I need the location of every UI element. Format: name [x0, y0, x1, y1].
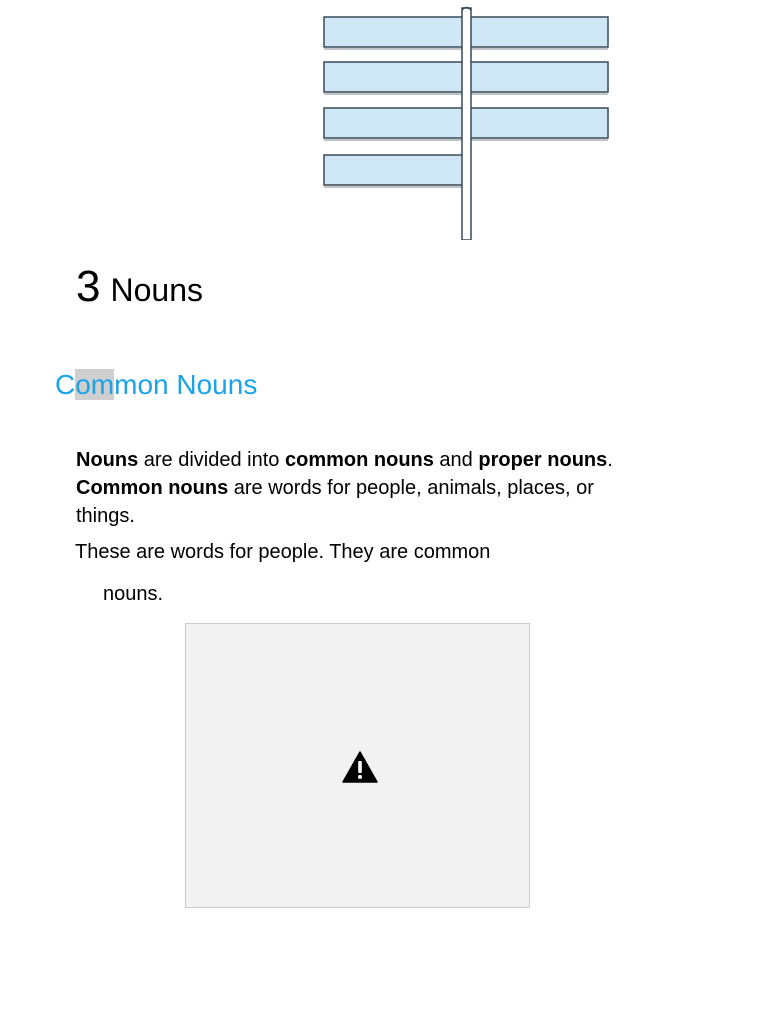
chapter-number: 3: [76, 262, 101, 311]
intro-text: and: [433, 449, 479, 471]
warning-icon: [342, 751, 378, 783]
intro-paragraph: [76, 446, 636, 530]
bold-term: Common nouns: [76, 477, 229, 499]
bold-term: common nouns: [284, 449, 434, 471]
intro-text: are divided into: [138, 449, 285, 471]
text-highlight: om: [75, 369, 115, 400]
signpost-illustration: [315, 0, 615, 240]
section-heading: [55, 369, 257, 401]
bold-term: proper nouns: [478, 449, 608, 471]
people-text-line2: nouns.: [103, 583, 164, 605]
image-placeholder: [185, 623, 530, 908]
section-heading-rest: mon Nouns: [114, 369, 258, 400]
section-heading-start: C: [55, 369, 76, 400]
bold-term: Nouns: [76, 449, 139, 471]
chapter-name: Nouns: [110, 272, 203, 308]
people-text-line1: These are words for people. They are common: [75, 541, 491, 563]
chapter-title: [76, 262, 203, 312]
intro-text: are words for people, animals, places, or things.: [76, 477, 594, 527]
intro-text: .: [607, 449, 613, 471]
